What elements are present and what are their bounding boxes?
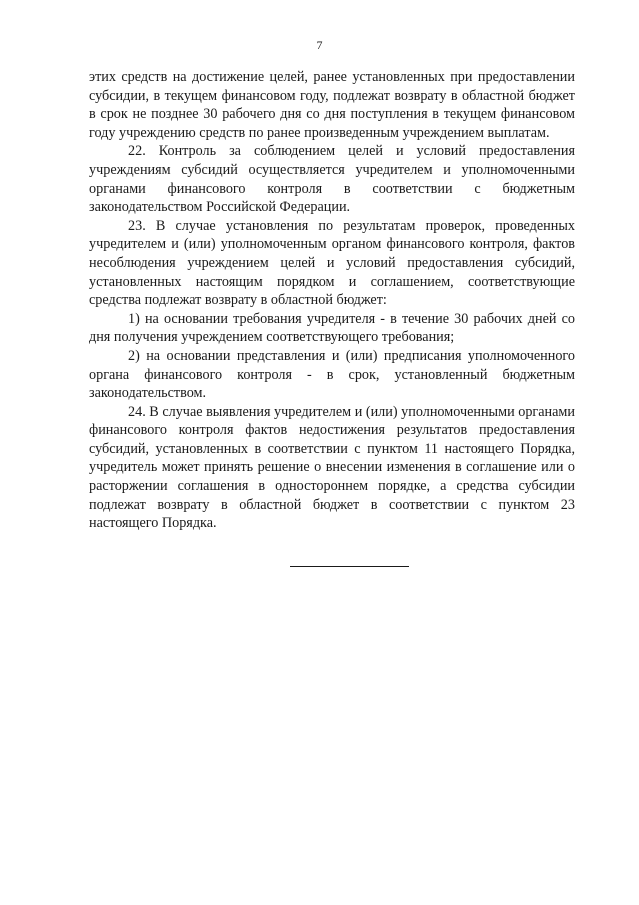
paragraph-item-23-1: 1) на основании требования учредителя - в течение 30 рабочих дней со дня получения учреждением соответствующего требования;: [89, 310, 575, 346]
page-number: 7: [316, 38, 323, 52]
paragraph-item-24: 24. В случае выявления учредителем и (или) уполномоченными органами финансового контроля фактов недостижения результатов предоставления субсидий, установленных в соответствии с пунктом 11 настоящего Порядка, учредитель может принять решение о внесении изменения в соглашение или о расторжении соглашения в одностороннем порядке, а средства субсидии подлежат возврату в областной бюджет в соответствии с пунктом 23 настоящего Порядка.: [89, 403, 575, 532]
paragraph-item-23-2: 2) на основании представления и (или) предписания уполномоченного органа финансового контроля - в срок, установленный бюджетным законодательством.: [89, 347, 575, 402]
document-body: [89, 68, 575, 533]
paragraph-continuation: этих средств на достижение целей, ранее установленных при предоставлении субсидии, в текущем финансовом году, подлежат возврату в областной бюджет в срок не позднее 30 рабочего дня со дня поступления в текущем финансовом году учреждению средств по ранее произведенным учреждением выплатам.: [89, 69, 575, 141]
paragraph-item-22: 22. Контроль за соблюдением целей и условий предоставления учреждениям субсидий осуществляется учредителем и уполномоченными органами финансового контроля в соответствии с бюджетным законодательством Российской Федерации.: [89, 143, 575, 216]
closing-separator-line: [290, 566, 409, 567]
paragraph-item-23: 23. В случае установления по результатам проверок, проведенных учредителем и (или) уполномоченным органом финансового контроля, фактов несоблюдения учреждением целей и условий предоставления субсидий, установленных настоящим порядком и соглашением, соответствующие средства подлежат возврату в областной бюджет:: [89, 217, 575, 309]
